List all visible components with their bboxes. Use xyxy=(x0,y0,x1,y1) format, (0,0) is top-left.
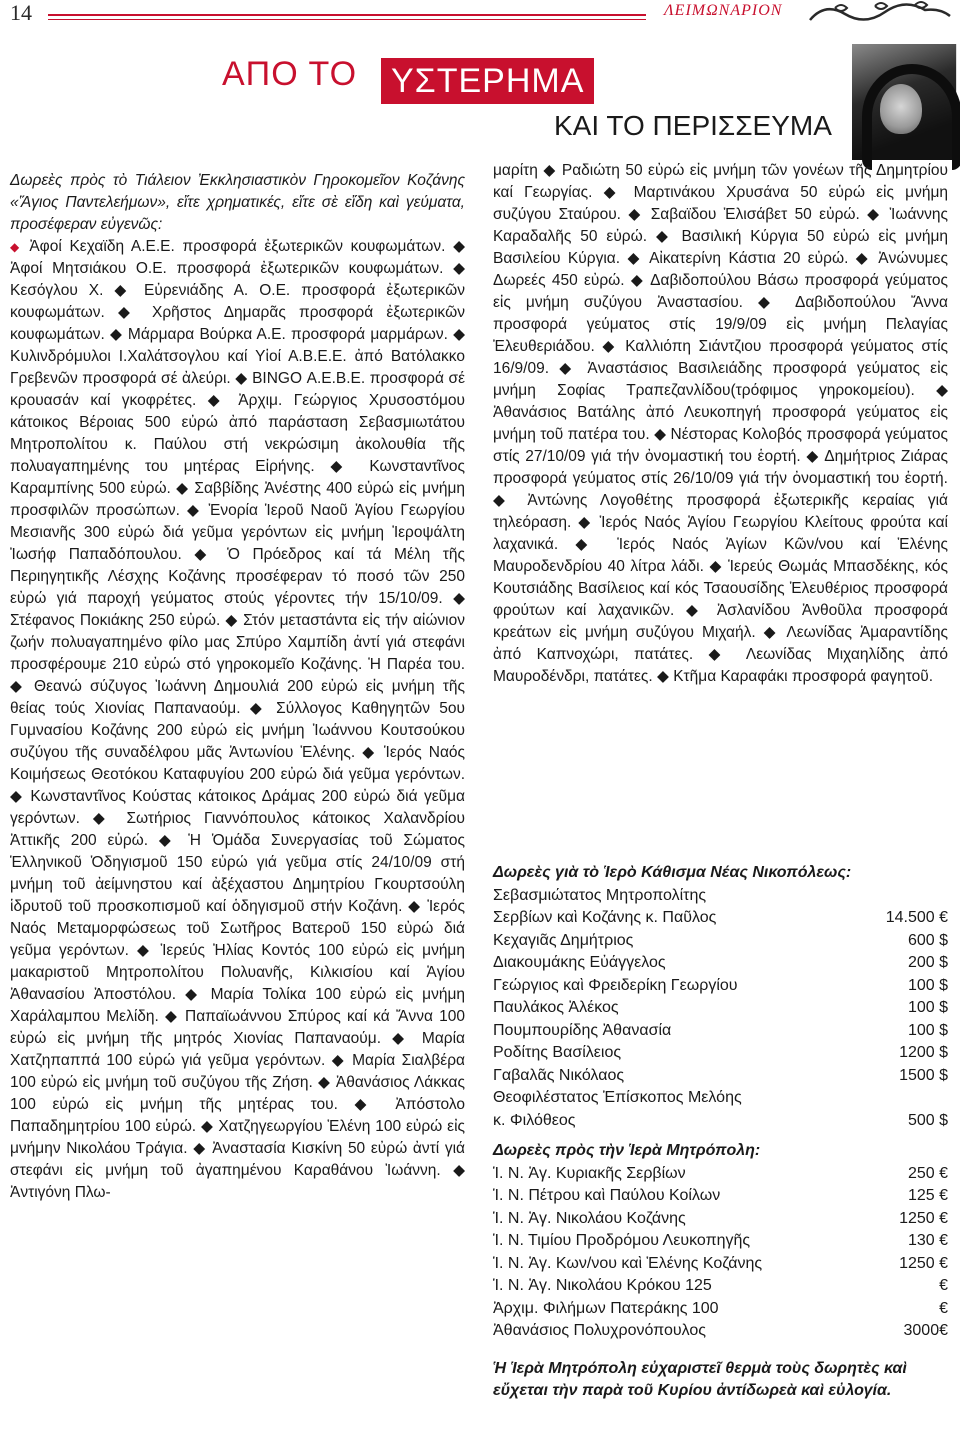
donor-name: Σεβασμιώτατος Μητροπολίτης xyxy=(493,886,707,904)
bullet-icon: ◆ xyxy=(10,240,30,254)
donor-name: Ροδίτης Βασίλειος xyxy=(493,1044,622,1061)
section-heading: Δωρεὲς γιὰ τὸ Ἱερὸ Κάθισμα Νέας Νικοπόλεως: xyxy=(493,864,852,881)
donation-row xyxy=(493,1298,948,1321)
donation-amount: 1500 $ xyxy=(899,1066,948,1084)
intro-text: Δωρεὲς πρὸς τὸ Τιάλειον Ἐκκλησιαστικὸν Γηροκομεῖον Κοζάνης «Ἅγιος Παντελεήμων», εἴτε χρηματικές, εἴτε σὲ εἴδη καὶ γεύματα, προσέφεραν εὐγενῶς: xyxy=(10,172,465,233)
portrait-photo xyxy=(852,44,957,160)
donor-name: Ἀθανάσιος Πολυχρονόπουλος xyxy=(493,1322,706,1339)
donation-amount: 500 $ xyxy=(907,1111,948,1129)
closing-statement: Ἡ Ἱερὰ Μητρόπολη εὐχαριστεῖ θερμὰ τοὺς δωρητὲς καὶ εὔχεται τὴν παρὰ τοῦ Κυρίου ἀντίδωρεὰ καὶ εὐλογία. xyxy=(493,1360,907,1399)
donation-row xyxy=(493,1087,948,1110)
donor-name: Σερβίων καὶ Κοζάνης κ. Παῦλος xyxy=(493,909,717,926)
donation-amount: 3000€ xyxy=(903,1322,948,1339)
donation-amount: 1200 $ xyxy=(899,1044,948,1061)
donor-name: Ἱ. Ν. Ἁγ. Κυριακῆς Σερβίων xyxy=(493,1164,686,1182)
donation-amount: 200 $ xyxy=(907,954,948,971)
donor-name: Γεώργιος καὶ Φρειδερίκη Γεωργίου xyxy=(493,976,738,994)
donation-amount: € xyxy=(939,1299,948,1317)
donation-row xyxy=(493,1275,948,1298)
donor-name: Θεοφιλέστατος Ἐπίσκοπος Μελόης xyxy=(493,1089,742,1106)
donation-row xyxy=(493,997,948,1020)
donation-amount: 14.500 € xyxy=(885,909,948,926)
right-column-text: μαρίτη ◆ Ραδιώτη 50 εὐρώ εἰς μνήμη τῶν γονέων τῆς Δημητρίου καί Γεωργίας. ◆ Μαρτινάκου Χρυσάνα 50 εὐρώ εἰς μνήμη συζύγου Σταύρου. ◆ Σαβαϊδου Ἐλισάβετ 50 εὐρώ. ◆ Ἰωάννης Καραδαλῆς 50 εὐρώ. ◆ Βασιλική Κύργια 50 εὐρώ εἰς μνήμη Βασιλείου Κύργια. ◆ Αἰκατερίνη Κάστια 20 εὐρώ. ◆ Ἀνώνυμες Δωρεές 450 εὐρώ. ◆ Δαβιδοπούλου Βάσω προσφορά γεύματος εἰς μνήμη συζύγου Ἀναστασίου. ◆ Δαβιδοπούλου Ἄννα προσφορά γεύματος στίς 19/9/09 εἰς μνήμη Πελαγίας Ἐλευθεριάδου. ◆ Καλλιόπη Σιάντζιου προσφορά γεύματος στίς 16/9/09. ◆ Ἀναστάσιος Βασιλειάδης προσφορά γεύματος εἰς μνήμη Σοφίας Τραπεζανλίδου(τρόφιμος γηροκομείου). ◆ Ἀθανάσιος Βατάλης ἀπό Λευκοπηγή προσφορά γεύματος εἰς μνήμη τοῦ πατέρα του. ◆ Νέστορας Κολοβός προσφορά γεύματος στίς 27/10/09 γιά τήν ὀνομαστική του ἑορτή. ◆ Δημήτριος Ζιάρας προσφορά γεύματος στίς 26/10/09 γιά τήν ὀνομαστική του ἑορτή. ◆ Ἀντώνης Λογοθέτης προσφορά ἐξωτερικῆς κεραίας γιά τηλεόραση. ◆ Ἱερός Ναός Ἁγίου Γεωργίου Κλείτους φρούτα καί λαχανικά. ◆ Ἱερός Ναός Ἁγίων Κῶν/νου καί Ἑλένης Μαυροδενδρίου 40 λίτρα λάδι. ◆ Ἱερεύς Θωμάς Μπασδέκης, κός Κουτσιάδης Βασίλειος καί κός Τσαουσίδης Ἐλευθέριος προσφορά φρούτων καί λαχανικῶν. ◆ Ἀσλανίδου Ἀνθοῦλα προσφορά κρεάτων εἰς μνήμη συζύγου Μιχαήλ. ◆ Λεωνίδας Ἀμαραντίδης ἀπό Καπνοχώρι, πατάτες. ◆ Λεωνίδας Μιχαηλίδης ἀπό Μαυροδένδρι, πατάτες. ◆ Κτῆμα Καραφάκι προσφορά φαγητοῦ. xyxy=(493,162,948,685)
donation-row xyxy=(493,1208,948,1231)
donor-name: Διακουμάκης Εὐάγγελος xyxy=(493,954,666,971)
donation-amount: 130 € xyxy=(907,1232,948,1249)
title-part1: ΑΠΟ ΤΟ xyxy=(222,55,358,93)
donation-list xyxy=(493,1163,948,1343)
donor-name: Ἱ. Ν. Τιμίου Προδρόμου Λευκοπηγῆς xyxy=(493,1232,751,1249)
donation-row xyxy=(493,1110,948,1133)
donation-row xyxy=(493,1065,948,1088)
donation-row xyxy=(493,930,948,953)
donor-name: Ἀρχιμ. Φιλήμων Πατεράκης 100 xyxy=(493,1299,719,1317)
donor-name: Ἱ. Ν. Πέτρου καὶ Παύλου Κοίλων xyxy=(493,1187,721,1204)
page-header xyxy=(0,0,960,30)
donation-row xyxy=(493,1020,948,1043)
header-rule xyxy=(48,14,646,16)
donation-amount: 250 € xyxy=(907,1164,948,1182)
donation-amount: 1250 € xyxy=(899,1254,948,1272)
donation-amount: € xyxy=(939,1277,948,1294)
donor-name: κ. Φιλόθεος xyxy=(493,1111,576,1129)
face-shape xyxy=(880,84,922,134)
ornament-icon xyxy=(805,0,955,26)
donation-amount: 125 € xyxy=(907,1187,948,1204)
donation-row xyxy=(493,975,948,998)
donation-amount: 100 $ xyxy=(907,999,948,1016)
donation-row xyxy=(493,1042,948,1065)
donor-name: Ἱ. Ν. Ἁγ. Νικολάου Κρόκου 125 xyxy=(493,1277,712,1294)
donor-name: Γαβαλᾶς Νικόλαος xyxy=(493,1066,625,1084)
title-part3: ΚΑΙ ΤΟ ΠΕΡΙΣΣΕΥΜΑ xyxy=(554,110,832,141)
header-rule-thin xyxy=(48,19,646,20)
donation-row xyxy=(493,952,948,975)
donation-amount: 100 $ xyxy=(907,1021,948,1039)
left-column xyxy=(10,170,465,1204)
donation-amount: 600 $ xyxy=(907,931,948,949)
right-column xyxy=(493,160,948,688)
donation-amount: 1250 € xyxy=(899,1209,948,1227)
section-heading: Δωρεὲς πρὸς τὴν Ἱερὰ Μητρόπολη: xyxy=(493,1142,761,1159)
donor-name: Ἱ. Ν. Ἁγ. Νικολάου Κοζάνης xyxy=(493,1209,686,1227)
donor-name: Ἱ. Ν. Ἁγ. Κων/νου καὶ Ἑλένης Κοζάνης xyxy=(493,1254,763,1272)
donations-section-nikopolis xyxy=(493,862,948,1132)
left-column-text: Ἀφοί Κεχαϊδη Α.Ε.Ε. προσφορά ἐξωτερικῶν κουφωμάτων. ◆ Ἀφοί Μητσιάκου Ο.Ε. προσφορά ἐξωτερικῶν κουφωμάτων. ◆ Κεσόγλου Χ. ◆ Εὐρενιάδης Α. Ο.Ε. προσφορά ἐξωτερικῶν κουφωμάτων. ◆ Χρῆστος Δημαρᾶς προσφορά ἐξωτερικῶν κουφωμάτων. ◆ Μάρμαρα Βούρκα Α.Ε. προσφορά μαρμάρων. ◆ Κυλινδρόμυλοι Ι.Χαλάτσογλου καί Υἱοί Α.Β.Ε.Ε. ἀπό Βατόλακκο Γρεβενῶν προσφορά σέ ἀλεύρι. ◆ BINGO Α.Ε.Β.Ε. προσφορά σέ κρουασάν καί γκοφρέτες. ◆ Ἀρχιμ. Γεώργιος Χρυσοστόμου κάτοικος Βέροιας 500 εὐρώ ἀπό παράσταση Σεβασμιωτάτου Μητροπολίτου κ. Παύλου στή νεκρώσιμη ἀκολουθία τῆς πολυαγαπημένης του μητέρας Εἰρήνης. ◆ Κωνσταντῖνος Καραμπίνης 500 εὐρώ. ◆ Σαββίδης Ἀνέστης 400 εὐρώ εἰς μνήμη προσφιλῶν προσώπων. ◆ Ἐνορία Ἱεροῦ Ναοῦ Ἁγίου Γεωργίου Μεσιανῆς 300 εὐρώ διά γεῦμα γερόντων εἰς μνήμη Ἱεροψάλτη Ἰωσήφ Παπαδόπουλου. ◆ Ὁ Πρόεδρος καί τά Μέλη τῆς Περιηγητικῆς Λέσχης Κοζάνης προσέφεραν τό ποσό τῶν 250 εὐρώ γιά παροχή γεύματος στούς γέροντες τήν 15/10/09. ◆ Στέφανος Ποκιάκης 250 εὐρώ. ◆ Στόν μεταστάντα εἰς τήν αἰώνιον ζωήν πολυαγαπημένο φίλο μας Σπύρο Χαμπίδη ἀντί γιά στεφάνι προσφέρουμε 210 εὐρώ στό γηροκομεῖο Κοζάνης. Ἡ Παρέα του. ◆ Θεανώ σύζυγος Ἰωάννη Δημουλιά 200 εὐρώ εἰς μνήμη τῆς θείας τούς Χιονίας Παπαναούμ. ◆ Σύλλογος Καθηγητῶν 5ου Γυμνασίου Κοζάνης 200 εὐρώ εἰς μνήμη Ἰωάννου Κουτσούκου συζύγου τῆς συναδέλφου μᾶς Ἀντωνίου Ἑλένης. ◆ Ἱερός Ναός Κοιμήσεως Θεοτόκου Καταφυγίου 200 εὐρώ διά γεῦμα γερόντων. ◆ Κωνσταντῖνος Κούστας κάτοικος Δράμας 200 εὐρώ διά γεῦμα γερόντων. ◆ Σωτήριος Γιαννόπουλος κάτοικος Χαλανδρίου Ἀττικῆς 200 εὐρώ. ◆ Ἡ Ὁμάδα Συνεργασίας τοῦ Σώματος Ἑλληνικοῦ Ὁδηγισμοῦ 150 εὐρώ γιά γεῦμα στίς 24/10/09 στή μνήμη τοῦ ἀείμνηστου καί ἀξέχαστου Δημητρίου Γκουρτσούλη ἱδρυτοῦ τοῦ προσκοπισμοῦ καί ὁδηγισμοῦ στήν Κοζάνη. ◆ Ἱερός Ναός Μεταμορφώσεως τοῦ Σωτῆρος Βατεροῦ 150 εὐρώ διά γεῦμα γερόντων. ◆ Ἱερεύς Ἠλίας Κοντός 100 εὐρώ εἰς μνήμη μακαριστοῦ Μητροπολίτου Πολυανῆς, Κιλκισίου καί Ἁγίου Ἀθανασίου Ἀποστόλου. ◆ Μαρία Τολίκα 100 εὐρώ εἰς μνήμη Χαράλαμπου Μελίδη. ◆ Παπαϊωάννου Σπύρος καί κά Ἄννα 100 εὐρώ εἰς μνήμη τῆς μητρός Χιονίας Παπαναούμ. ◆ Μαρία Χατζηπαππά 100 εὐρώ γιά γεῦμα γερόντων. ◆ Μαρία Σιαλβέρα 100 εὐρώ εἰς μνήμη τοῦ συζύγου τῆς Ζήση. ◆ Ἀθανάσιος Λάκκας 100 εὐρώ εἰς μνήμη τῆς μητέρας του. ◆ Ἀπόστολο Παπαδημητρίου 100 εὐρώ. ◆ Χατζηγεωργίου Ἑλένη 100 εὐρώ εἰς μνήμην Νικολάου Τράγια. ◆ Ἀναστασία Κισκίνη 50 εὐρώ ἀντί γιά στεφάνι εἰς μνήμη τοῦ ἀγαπημένου Καραθάνου Ἰωάννη. ◆ Ἀντιγόνη Πλω- xyxy=(10,238,466,1201)
donor-name: Παυλάκος Ἀλέκος xyxy=(493,999,619,1016)
donation-row xyxy=(493,1230,948,1253)
magazine-title: ΛΕΙΜΩΝΑΡΙΟΝ xyxy=(664,2,783,19)
donations-section-metropolis xyxy=(493,1140,948,1343)
donation-row xyxy=(493,1185,948,1208)
donor-name: Κεχαγιᾶς Δημήτριος xyxy=(493,931,634,949)
page-number: 14 xyxy=(10,0,32,25)
donation-amount: 100 $ xyxy=(907,976,948,994)
donation-row xyxy=(493,1320,948,1343)
donation-row xyxy=(493,885,948,908)
donor-name: Πουμπουρίδης Ἀθανασία xyxy=(493,1021,672,1039)
donation-row xyxy=(493,907,948,930)
donation-row xyxy=(493,1253,948,1276)
title-part2: ΥΣΤΕΡΗΜΑ xyxy=(381,58,594,104)
donation-list xyxy=(493,885,948,1133)
donation-row xyxy=(493,1163,948,1186)
